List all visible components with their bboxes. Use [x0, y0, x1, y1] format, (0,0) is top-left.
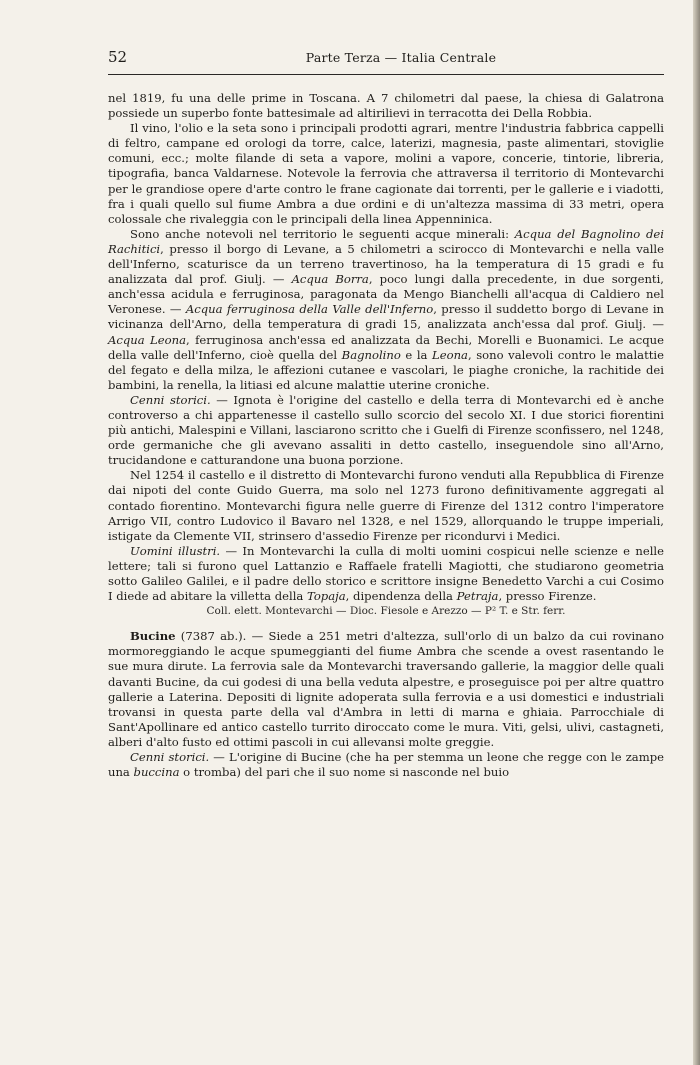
paragraph-illustrious-men: Uomini illustri. — In Montevarchi la culla di molti uomini cospicui nelle scienze e nelle lettere; tali si furono quel Lattanzio e Raffaele fratelli Magiotti, che studiarono geometria sotto Galileo Galilei, e il padre dello storico e scrittore insigne Benedetto Varchi a cui Cosimo I diede ad abitare la villetta della Topaja, dipendenza della Petraja, presso Firenze. — [108, 543, 664, 604]
paragraph-historical-notes: Cenni storici. — Ignota è l'origine del castello e della terra di Montevarchi ed è anche controverso a chi appartenesse il castello sullo scorcio del secolo XI. I due storici fiorentini più antichi, Malespini e Villani, lasciarono scritto che i Guelfi di Firenze sconfissero, nel 1248, orde germaniche che gli avevano assaliti in detto castello, inseguendole sino all'Arno, trucidandone e catturandone una buona porzione. — [108, 392, 664, 468]
paragraph-mineral-waters: Sono anche notevoli nel territorio le seguenti acque minerali: Acqua del Bagnolino dei Rachitici, presso il borgo di Levane, a 5 chilometri a scirocco di Montevarchi e nella valle dell'Inferno, scaturisce da un terreno travertinoso, ha la temperatura di 15 gradi e fu analizzata dal prof. Giulj. — Acqua Borra, poco lungi dalla precedente, in due sorgenti, anch'essa acidula e ferruginosa, paragonata da Mengo Bianchelli all'acqua di Caldiero nel Veronese. — Acqua ferruginosa della Valle dell'Inferno, presso il suddetto borgo di Levane in vicinanza dell'Arno, della temperatura di gradi 15, analizzata anch'essa dal prof. Giulj. — Acqua Leona, ferruginosa anch'essa ed analizzata da Bechi, Morelli e Buonamici. Le acque della valle dell'Inferno, cioè quella del Bagnolino e la Leona, sono valevoli contro le malattie del fegato e della milza, le affezioni cutanee e vascolari, le piaghe croniche, la rachitide dei bambini, la renella, la litiasi ed alcune malattie uterine croniche. — [108, 226, 664, 392]
page-edge — [693, 0, 700, 1065]
entry-title: Bucine — [130, 629, 176, 644]
electoral-caption: Coll. elett. Montevarchi — Dioc. Fiesole e Arezzo — P² T. e Str. ferr. — [206, 605, 566, 618]
page-number: 52 — [108, 48, 128, 66]
running-head: Parte Terza — Italia Centrale — [305, 50, 497, 65]
paragraph: Il vino, l'olio e la seta sono i principali prodotti agrari, mentre l'industria fabbrica cappelli di feltro, campane ed orologi da torre, calce, laterizi, magnesia, paste alimentari, stoviglie comuni, ecc.; molte filande di seta a vapore, molini a vapore, concerie, tintorie, libreria, tipografia, banca Valdarnese. Notevole la ferrovia che attraversa il territorio di Montevarchi per le grandiose opere d'arte contro le frane cagionate dai torrenti, per le gallerie e i viadotti, fra i quali quello sul fiume Ambra a due ordini e di un'altezza massima di 33 metri, opera colossale che rivaleggia con le principali della linea Appenninica. — [108, 121, 664, 226]
paragraph: Nel 1254 il castello e il distretto di Montevarchi furono venduti alla Repubblica di Firenze dai nipoti del conte Guido Guerra, ma solo nel 1273 furono definitivamente aggregati al contado fiorentino. Montevarchi figura nelle guerre di Firenze del 1312 contro l'imperatore Arrigo VII, contro Ludovico il Bavaro nel 1328, e nel 1529, allorquando le truppe imperiali, istigate da Clemente VII, strinsero d'assedio Firenze per ricondurvi i Medici. — [108, 468, 664, 543]
book-page — [108, 48, 664, 780]
entry-bucine: Bucine (7387 ab.). — Siede a 251 metri d'altezza, sull'orlo di un balzo da cui rovinano mormoreggiando le acque spumeggianti del fiume Ambra che scende a ovest rasentando le sue mura dirute. La ferrovia sale da Montevarchi traversando gallerie, la maggior delle quali davanti Bucine, da cui godesi di una bella veduta alpestre, e proseguisce poi per altre quattro gallerie a Laterina. Depositi di lignite adoperata sulla ferrovia e a usi domestici e industriali trovansi in questa parte della val d'Ambra in letti di marna e ghiaia. Parrocchiale di Sant'Apollinare ed antico castello turrito diroccato come le mura. Viti, gelsi, ulivi, castagneti, alberi d'alto fusto ed ottimi pascoli in cui allevansi molte greggie. — [108, 629, 664, 749]
paragraph-bucine-history: Cenni storici. — L'origine di Bucine (che ha per stemma un leone che regge con le zampe una buccina o tromba) del pari che il suo nome si nasconde nel buio — [108, 750, 664, 780]
paragraph: nel 1819, fu una delle prime in Toscana. A 7 chilometri dal paese, la chiesa di Galatrona possiede un superbo fonte battesimale ad altirilievi in terracotta dei Della Robbia. — [108, 91, 664, 121]
page-header — [108, 48, 664, 75]
page-body — [108, 91, 664, 780]
